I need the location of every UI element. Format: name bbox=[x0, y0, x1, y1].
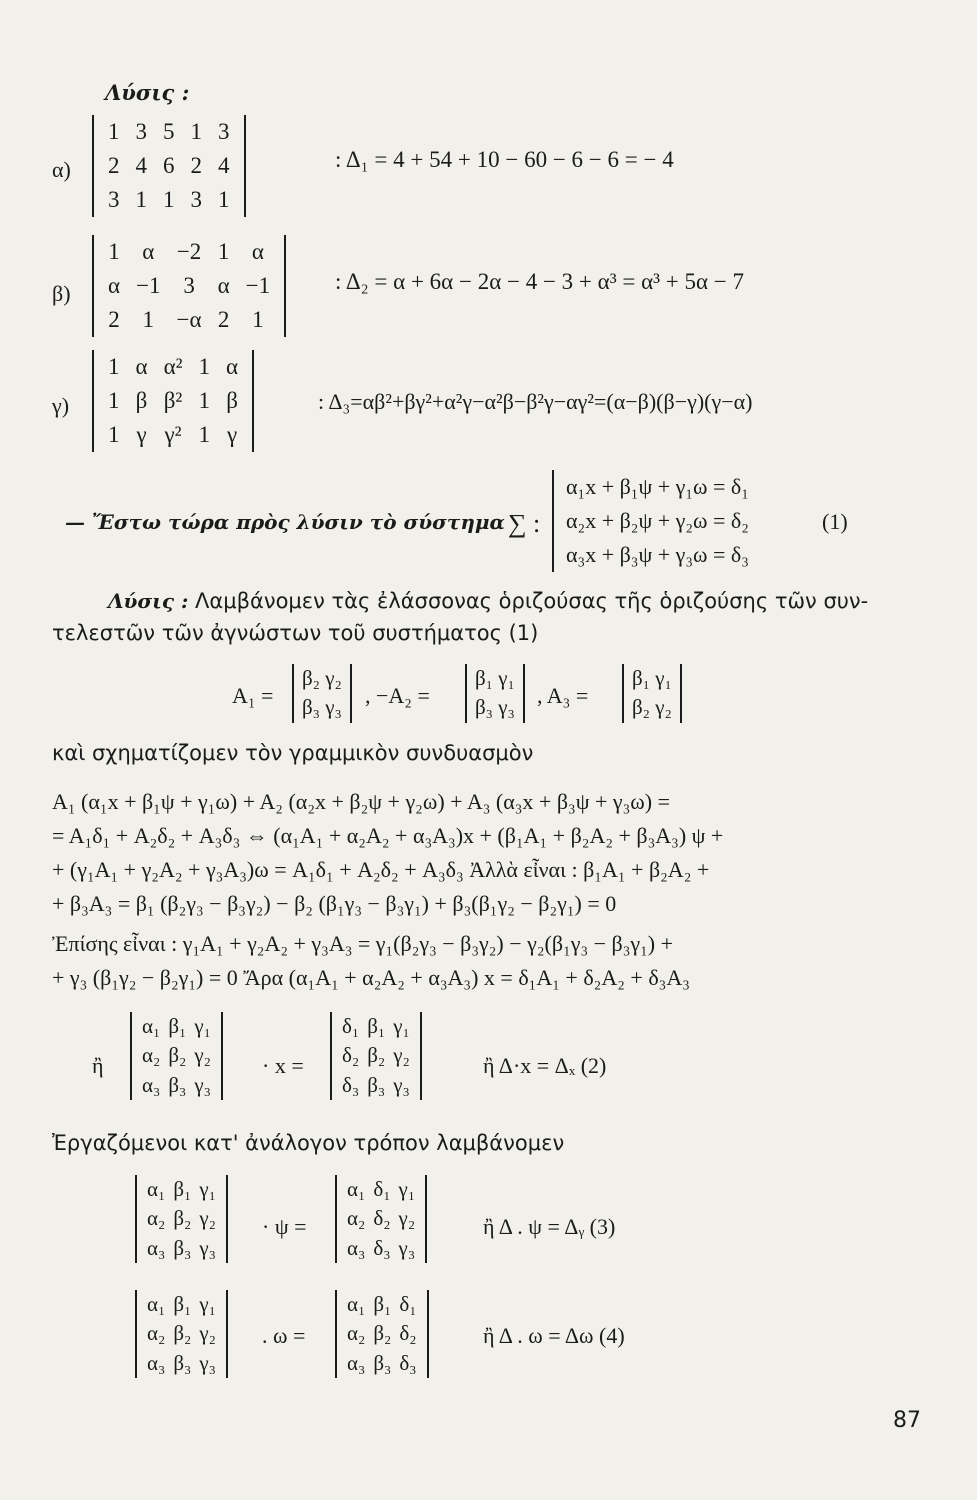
matrix-row bbox=[100, 183, 238, 217]
matrix-row bbox=[343, 1290, 421, 1319]
x-mid: · x = bbox=[262, 1053, 304, 1078]
matrix-cell: γ₂ bbox=[199, 1206, 216, 1231]
solution-text-1: Λαμβάνομεν τὰς ἐλάσσονας ὁριζούσας τῆς ὁριζούσης τῶν συν- bbox=[188, 589, 869, 613]
matrix-cell: 2 bbox=[190, 152, 202, 178]
matrix-cell: 1 bbox=[108, 421, 120, 447]
matrix-row bbox=[138, 1041, 215, 1070]
matrix-cell: δ₂ bbox=[373, 1206, 391, 1231]
matrix-cell: γ₃ bbox=[194, 1072, 211, 1097]
matrix-cell: β₂ bbox=[173, 1321, 192, 1346]
matrix-cell: γ₃ bbox=[398, 1235, 416, 1260]
matrix-cell: α₁ bbox=[147, 1292, 166, 1316]
matrix-cell: γ₃ bbox=[393, 1072, 410, 1097]
matrix-cell: α₃ bbox=[347, 1350, 366, 1375]
matrix-cell: β₃ bbox=[173, 1350, 192, 1375]
system-eq-2: α₂x + β₂ψ + γ₂ω = δ₂ bbox=[566, 508, 749, 534]
matrix-cell: 1 bbox=[163, 186, 175, 212]
matrix-cell: α₁ bbox=[142, 1014, 161, 1038]
matrix-cell: α₂ bbox=[142, 1043, 161, 1068]
solution-label: Λύσις : bbox=[108, 589, 189, 613]
matrix-cell: β₂ bbox=[367, 1043, 386, 1068]
system-eq-3: α₃x + β₃ψ + γ₃ω = δ₃ bbox=[566, 542, 749, 568]
matrix-row bbox=[338, 1071, 414, 1100]
matrix-cell: 1 bbox=[108, 387, 120, 413]
matrix-cell: α bbox=[135, 354, 148, 379]
matrix-cell: γ₁ bbox=[398, 1177, 416, 1201]
matrix-cell: 3 bbox=[190, 186, 202, 212]
result-a: : Δ₁ = 4 + 54 + 10 − 60 − 6 − 6 = − 4 bbox=[335, 147, 674, 172]
minor-a3 bbox=[622, 664, 682, 723]
analog-text: Ἐργαζόμενοι κατ' ἀνάλογον τρόπον λαμβάνομεν bbox=[52, 1131, 565, 1155]
matrix-cell: α₁ bbox=[347, 1177, 366, 1201]
matrix-cell: 3 bbox=[108, 186, 120, 212]
matrix-row bbox=[298, 664, 346, 693]
matrix-cell: 5 bbox=[163, 119, 175, 144]
matrix-cell: 1 bbox=[135, 186, 147, 212]
system-eq-1: α₁x + β₁ψ + γ₁ω = δ₁ bbox=[566, 474, 749, 499]
matrix-cell: 3 bbox=[218, 119, 230, 144]
heading-solution: Λύσις : bbox=[105, 80, 190, 105]
matrix-cell: δ₃ bbox=[342, 1072, 360, 1097]
matrix-cell: β₂ bbox=[173, 1206, 192, 1231]
matrix-cell: 1 bbox=[198, 387, 211, 413]
text-line-1: καὶ σχηματίζομεν τὸν γραμμικὸν συνδυασμὸν bbox=[52, 741, 534, 765]
matrix-row bbox=[100, 269, 278, 303]
result-b: : Δ₂ = α + 6α − 2α − 4 − 3 + α³ = α³ + 5α − 7 bbox=[335, 269, 745, 294]
matrix-cell: β₂ bbox=[168, 1043, 187, 1068]
matrix-cell: β₁ γ₁ bbox=[632, 666, 672, 690]
matrix-row bbox=[100, 418, 246, 452]
text-line-2: A₁ (α₁x + β₁ψ + γ₁ω) + A₂ (α₂x + β₂ψ + γ₂ω) + A₃ (α₃x + β₃ψ + γ₃ω) = bbox=[52, 789, 670, 814]
matrix-cell: 1 bbox=[252, 306, 264, 332]
matrix-cell: α bbox=[108, 272, 121, 298]
matrix-cell: α₁ bbox=[347, 1292, 366, 1316]
matrix-row bbox=[138, 1071, 215, 1100]
text-line-5: + β₃A₃ = β₁ (β₂γ₃ − β₃γ₂) − β₂ (β₁γ₃ − β₃γ₁) + β₃(β₁γ₂ − β₂γ₁) = 0 bbox=[52, 891, 617, 916]
w-left-det bbox=[135, 1290, 228, 1378]
matrix-cell: δ₂ bbox=[342, 1043, 360, 1068]
matrix-cell: α bbox=[142, 239, 155, 264]
matrix-row bbox=[143, 1175, 220, 1204]
matrix-b bbox=[92, 235, 286, 337]
matrix-cell: β₁ bbox=[168, 1014, 187, 1038]
matrix-cell: 2 bbox=[217, 306, 230, 332]
x-left-det bbox=[130, 1012, 223, 1100]
matrix-cell: 1 bbox=[218, 186, 230, 212]
matrix-row bbox=[338, 1041, 414, 1070]
matrix-cell: β₃ bbox=[373, 1350, 392, 1375]
matrix-cell: β₃ γ₃ bbox=[302, 695, 342, 720]
w-result: ἢ Δ . ω = Δω (4) bbox=[483, 1323, 625, 1348]
matrix-row bbox=[143, 1319, 220, 1348]
matrix-cell: 6 bbox=[163, 152, 175, 178]
matrix-row bbox=[338, 1012, 414, 1041]
matrix-cell: 1 bbox=[108, 354, 120, 379]
label-a: α) bbox=[52, 157, 71, 182]
result-c: : Δ₃=αβ²+βγ²+α²γ−α²β−β²γ−αγ²=(α−β)(β−γ)(γ−α) bbox=[318, 389, 753, 414]
matrix-cell: β₁ bbox=[373, 1292, 392, 1316]
matrix-row bbox=[471, 664, 519, 693]
matrix-cell: δ₃ bbox=[373, 1235, 391, 1260]
matrix-cell: 1 bbox=[108, 239, 120, 264]
matrix-cell: γ² bbox=[164, 421, 182, 447]
matrix-cell: β₁ bbox=[173, 1177, 192, 1201]
matrix-cell: α bbox=[251, 239, 264, 264]
label-c: γ) bbox=[52, 393, 70, 418]
matrix-cell: α₃ bbox=[147, 1235, 166, 1260]
matrix-cell: δ₃ bbox=[399, 1350, 417, 1375]
page-number: 87 bbox=[893, 1408, 921, 1433]
minor-a3-label: , A₃ = bbox=[537, 683, 589, 708]
system-number: (1) bbox=[822, 509, 848, 534]
matrix-row bbox=[100, 115, 238, 149]
matrix-row bbox=[100, 149, 238, 183]
matrix-cell: β bbox=[135, 387, 148, 413]
y-result: ἢ Δ . ψ = Δᵧ (3) bbox=[483, 1214, 616, 1239]
matrix-cell: β₁ γ₁ bbox=[475, 666, 515, 690]
matrix-a bbox=[92, 115, 246, 217]
matrix-row bbox=[343, 1319, 421, 1348]
text-line-7: + γ₃ (β₁γ₂ − β₂γ₁) = 0 Ἄρα (α₁A₁ + α₂A₂ + α₃A₃) x = δ₁A₁ + δ₂A₂ + δ₃A₃ bbox=[52, 965, 690, 990]
text-line-3: = A₁δ₁ + A₂δ₂ + A₃δ₃ ⇔ (α₁A₁ + α₂A₂ + α₃A₃)x + (β₁A₁ + β₂A₂ + β₃A₃) ψ + bbox=[52, 823, 724, 848]
matrix-cell: 3 bbox=[135, 119, 147, 144]
w-right-det bbox=[335, 1290, 429, 1378]
matrix-cell: β₃ bbox=[367, 1072, 386, 1097]
matrix-cell: α bbox=[226, 354, 239, 379]
label-b: β) bbox=[52, 281, 71, 306]
minor-a2-label: , −A₂ = bbox=[365, 683, 430, 708]
minor-a1-label: A₁ = bbox=[232, 683, 274, 708]
matrix-row bbox=[343, 1204, 419, 1233]
matrix-row bbox=[100, 235, 278, 269]
matrix-cell: α bbox=[217, 272, 230, 298]
y-right-det bbox=[335, 1175, 427, 1263]
matrix-cell: α₁ bbox=[147, 1177, 166, 1201]
matrix-cell: γ₂ bbox=[393, 1043, 410, 1068]
matrix-row bbox=[143, 1234, 220, 1263]
matrix-row bbox=[628, 693, 676, 722]
matrix-cell: 4 bbox=[218, 152, 230, 178]
matrix-cell: β₃ bbox=[173, 1235, 192, 1260]
matrix-cell: δ₁ bbox=[342, 1014, 360, 1038]
y-left-det bbox=[135, 1175, 228, 1263]
text-line-4: + (γ₁A₁ + γ₂A₂ + γ₃A₃)ω = A₁δ₁ + A₂δ₂ + A₃δ₃ Ἀλλὰ εἶναι : β₁A₁ + β₂A₂ + bbox=[52, 857, 710, 882]
matrix-cell: δ₁ bbox=[399, 1292, 417, 1316]
minor-a2 bbox=[465, 664, 525, 723]
matrix-cell: γ₁ bbox=[194, 1014, 211, 1038]
matrix-cell: −α bbox=[176, 306, 202, 332]
w-mid: . ω = bbox=[262, 1323, 306, 1348]
matrix-cell: γ₂ bbox=[194, 1043, 211, 1068]
matrix-row bbox=[143, 1349, 220, 1378]
x-right-det bbox=[330, 1012, 422, 1100]
matrix-cell: α₂ bbox=[347, 1321, 366, 1346]
matrix-cell: 4 bbox=[135, 152, 147, 178]
matrix-cell: 1 bbox=[190, 119, 202, 144]
matrix-cell: γ₂ bbox=[398, 1206, 416, 1231]
minor-a1 bbox=[292, 664, 352, 723]
system-intro: — Ἔστω τώρα πρὸς λύσιν τὸ σύστημα bbox=[65, 510, 505, 534]
matrix-cell: γ₂ bbox=[199, 1321, 216, 1346]
matrix-cell: α₂ bbox=[147, 1321, 166, 1346]
matrix-cell: 1 bbox=[198, 354, 211, 379]
matrix-cell: α₃ bbox=[147, 1350, 166, 1375]
matrix-cell: β bbox=[226, 387, 238, 413]
matrix-cell: α₂ bbox=[347, 1206, 366, 1231]
matrix-cell: 1 bbox=[142, 306, 155, 332]
matrix-cell: 2 bbox=[108, 152, 120, 178]
matrix-cell: β² bbox=[163, 387, 183, 413]
matrix-row bbox=[100, 384, 246, 418]
matrix-row bbox=[143, 1204, 220, 1233]
solution-paragraph bbox=[108, 588, 868, 616]
x-result: ἢ Δ·x = Δₓ (2) bbox=[483, 1053, 607, 1078]
matrix-cell: β₂ γ₂ bbox=[302, 666, 342, 690]
matrix-cell: 1 bbox=[198, 421, 211, 447]
matrix-cell: γ₁ bbox=[393, 1014, 410, 1038]
text-line-6: Ἐπίσης εἶναι : γ₁A₁ + γ₂A₂ + γ₃A₃ = γ₁(β₂γ₃ − β₃γ₂) − γ₂(β₁γ₃ − β₃γ₁) + bbox=[52, 931, 674, 956]
matrix-cell: γ₃ bbox=[199, 1235, 216, 1260]
matrix-cell: −2 bbox=[176, 239, 202, 264]
matrix-cell: β₁ bbox=[173, 1292, 192, 1316]
matrix-cell: γ bbox=[226, 421, 238, 447]
matrix-cell: γ₃ bbox=[199, 1350, 216, 1375]
x-or: ἢ bbox=[92, 1053, 104, 1078]
matrix-cell: α² bbox=[163, 354, 183, 379]
matrix-row bbox=[343, 1175, 419, 1204]
y-mid: · ψ = bbox=[262, 1214, 307, 1239]
sigma-symbol: ∑ : bbox=[508, 509, 541, 538]
matrix-cell: γ bbox=[136, 421, 147, 447]
matrix-c bbox=[92, 350, 254, 452]
matrix-cell: β₁ bbox=[367, 1014, 386, 1038]
matrix-cell: β₃ bbox=[168, 1072, 187, 1097]
matrix-cell: γ₁ bbox=[199, 1177, 216, 1201]
matrix-cell: α₃ bbox=[142, 1072, 161, 1097]
matrix-row bbox=[100, 350, 246, 384]
solution-text-2: τελεστῶν τῶν ἀγνώστων τοῦ συστήματος (1) bbox=[52, 621, 539, 645]
matrix-row bbox=[471, 693, 519, 722]
matrix-cell: 2 bbox=[108, 306, 120, 332]
matrix-cell: β₃ γ₃ bbox=[475, 695, 515, 720]
matrix-row bbox=[343, 1349, 421, 1378]
matrix-cell: 1 bbox=[108, 119, 120, 144]
matrix-row bbox=[143, 1290, 220, 1319]
matrix-row bbox=[628, 664, 676, 693]
matrix-cell: β₂ γ₂ bbox=[632, 695, 672, 720]
matrix-row bbox=[138, 1012, 215, 1041]
matrix-cell: 1 bbox=[217, 239, 230, 264]
matrix-row bbox=[298, 693, 346, 722]
equation-system bbox=[552, 470, 749, 572]
matrix-cell: δ₁ bbox=[373, 1177, 391, 1201]
matrix-cell: γ₁ bbox=[199, 1292, 216, 1316]
matrix-cell: α₂ bbox=[147, 1206, 166, 1231]
matrix-cell: −1 bbox=[136, 272, 161, 298]
matrix-row bbox=[100, 303, 278, 337]
matrix-cell: −1 bbox=[245, 272, 271, 298]
matrix-cell: δ₂ bbox=[399, 1321, 417, 1346]
matrix-cell: α₃ bbox=[347, 1235, 366, 1260]
matrix-cell: 3 bbox=[183, 272, 195, 298]
matrix-row bbox=[343, 1234, 419, 1263]
matrix-cell: β₂ bbox=[373, 1321, 392, 1346]
